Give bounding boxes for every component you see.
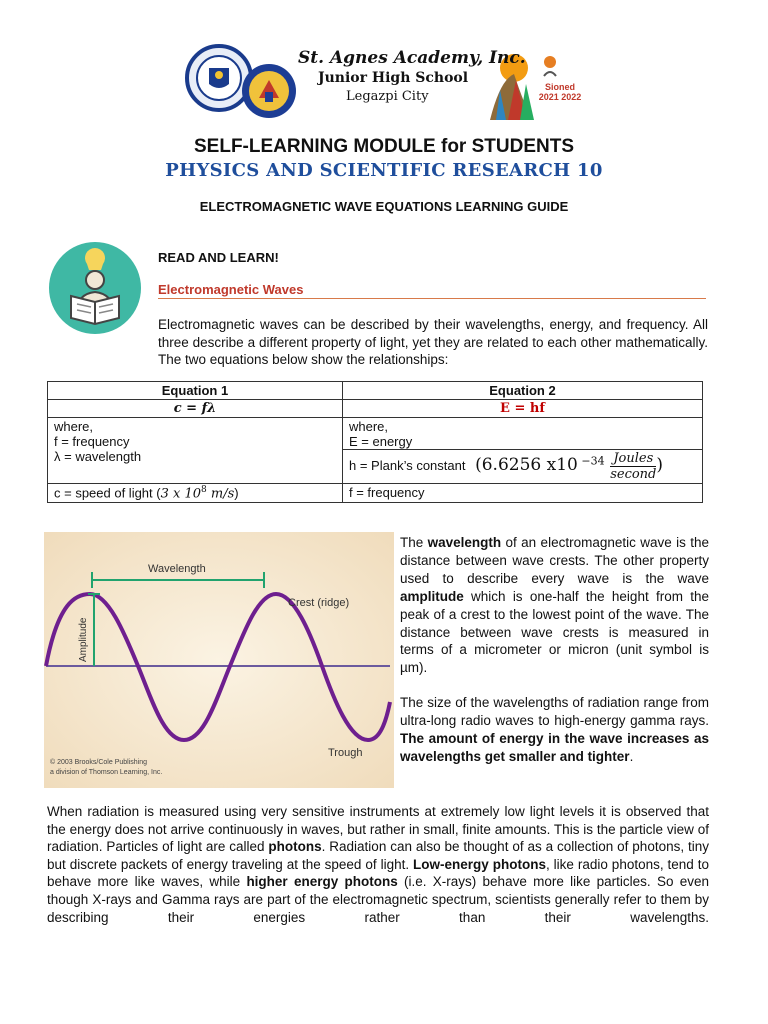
subject-title: PHYSICS AND SCIENTIFIC RESEARCH 10 (165, 160, 603, 181)
copyright-line-1: © 2003 Brooks/Cole Publishing (50, 759, 147, 766)
section-heading: Electromagnetic Waves (158, 282, 304, 297)
wavelength-definition: λ = wavelength (54, 449, 142, 464)
text-span: . (629, 748, 634, 764)
wavelength-term: wavelength (427, 535, 502, 550)
equation-table (47, 381, 703, 503)
speed-of-light-value: 3 x 10 (160, 486, 202, 502)
school-name: St. Agnes Academy, Inc. (298, 48, 526, 68)
energy-statement: The amount of energy in the wave increases as wavelengths get smaller and tighter (400, 731, 709, 764)
school-city: Legazpi City (346, 89, 429, 104)
wave-description (400, 534, 709, 783)
units-denominator: second (610, 467, 657, 482)
speed-of-light-unit: m/s (206, 486, 235, 502)
speed-of-light-exponent: 8 (201, 485, 207, 495)
wavelength-paragraph (400, 534, 709, 677)
equation-1-header: Equation 1 (48, 382, 343, 400)
text-span: , like radio photons, tend to behave more like waves, while (47, 856, 710, 890)
wave-diagram (44, 532, 394, 788)
text-span: The size of the wavelengths of radiation range from ultra-long radio waves to high-energy gamma rays. (400, 695, 709, 729)
school-level: Junior High School (318, 70, 469, 86)
speed-of-light-close: ) (234, 485, 239, 501)
low-energy-photons-term: Low-energy photons (413, 856, 546, 872)
speed-of-light-label: c = speed of light ( (54, 485, 161, 501)
equation-2-formula: E = hf (343, 400, 703, 418)
text-span: (i.e. X-rays) behave more like particles. So even though X-rays and Gamma rays are part of the electromagnetic spectrum, scientists generally refer to them by describing their energies rather than their wavelengths. (47, 874, 709, 925)
read-and-learn-heading: READ AND LEARN! (158, 250, 279, 265)
plank-constant-definition (343, 449, 702, 482)
energy-definition: E = energy (349, 434, 413, 449)
text-span: which is one-half the height from the peak of a crest to the lowest point of the wave. The distance between wave crests is measured in terms of a micrometer or micron (unit symbol is µm). (400, 588, 709, 676)
speed-of-light-definition (48, 484, 343, 503)
photons-term: photons (268, 839, 322, 855)
guide-title: ELECTROMAGNETIC WAVE EQUATIONS LEARNING GUIDE (199, 199, 569, 214)
where-label: where, (349, 419, 389, 434)
equation-2-definitions (343, 418, 703, 484)
trough-label: Trough (328, 747, 363, 759)
module-title: SELF-LEARNING MODULE for STUDENTS (194, 136, 574, 157)
plank-constant-value: (6.6256 x10 (475, 454, 578, 475)
frequency-definition-2: f = frequency (343, 484, 703, 503)
academy-emblem-logo (240, 62, 298, 120)
equation-2-header: Equation 2 (343, 382, 703, 400)
units-numerator: Joules (610, 451, 656, 467)
amplitude-term: amplitude (400, 588, 464, 604)
anniversary-logo-text: Sioned 2021 2022 (538, 82, 582, 102)
reading-student-icon (47, 240, 143, 336)
plank-close-paren: ) (656, 454, 664, 475)
heading-divider (158, 298, 706, 299)
amplitude-label: Amplitude (78, 617, 89, 662)
text-span: of an electromagnetic wave is the distance between wave crests. The other property used to describe every wave is the wave (400, 535, 710, 586)
text-span: When radiation is measured using very sensitive instruments at extremely low light levels it is observed that the energy does not arrive continuously in waves, but rather in small, finite amounts. This is the particle view of radiation. Particles of light are called (47, 804, 709, 855)
radiation-range-paragraph (400, 694, 709, 766)
equation-1-formula: c = fλ (48, 400, 343, 418)
equation-1-definitions (48, 418, 343, 484)
higher-energy-photons-term: higher energy photons (246, 874, 398, 890)
wavelength-label: Wavelength (148, 563, 206, 575)
frequency-definition: f = frequency (54, 434, 130, 449)
text-span: The (400, 535, 428, 550)
plank-constant-exponent: −34 (577, 454, 605, 468)
crest-label: Crest (ridge) (288, 597, 350, 609)
plank-constant-units (610, 451, 656, 482)
text-span: . Radiation can also be thought of as a collection of photons, tiny but discrete packets of energy traveling at the speed of light. (47, 839, 709, 872)
where-label: where, (54, 419, 94, 434)
copyright-line-2: a division of Thomson Learning, Inc. (50, 769, 163, 776)
intro-paragraph: Electromagnetic waves can be described by their wavelengths, energy, and frequency. All three describe a different property of light, yet they are related to each other mathematically. The two equations below show the relationships: (158, 317, 708, 367)
plank-constant-label: h = Plank’s constant (349, 457, 466, 473)
photon-paragraph (47, 803, 709, 926)
